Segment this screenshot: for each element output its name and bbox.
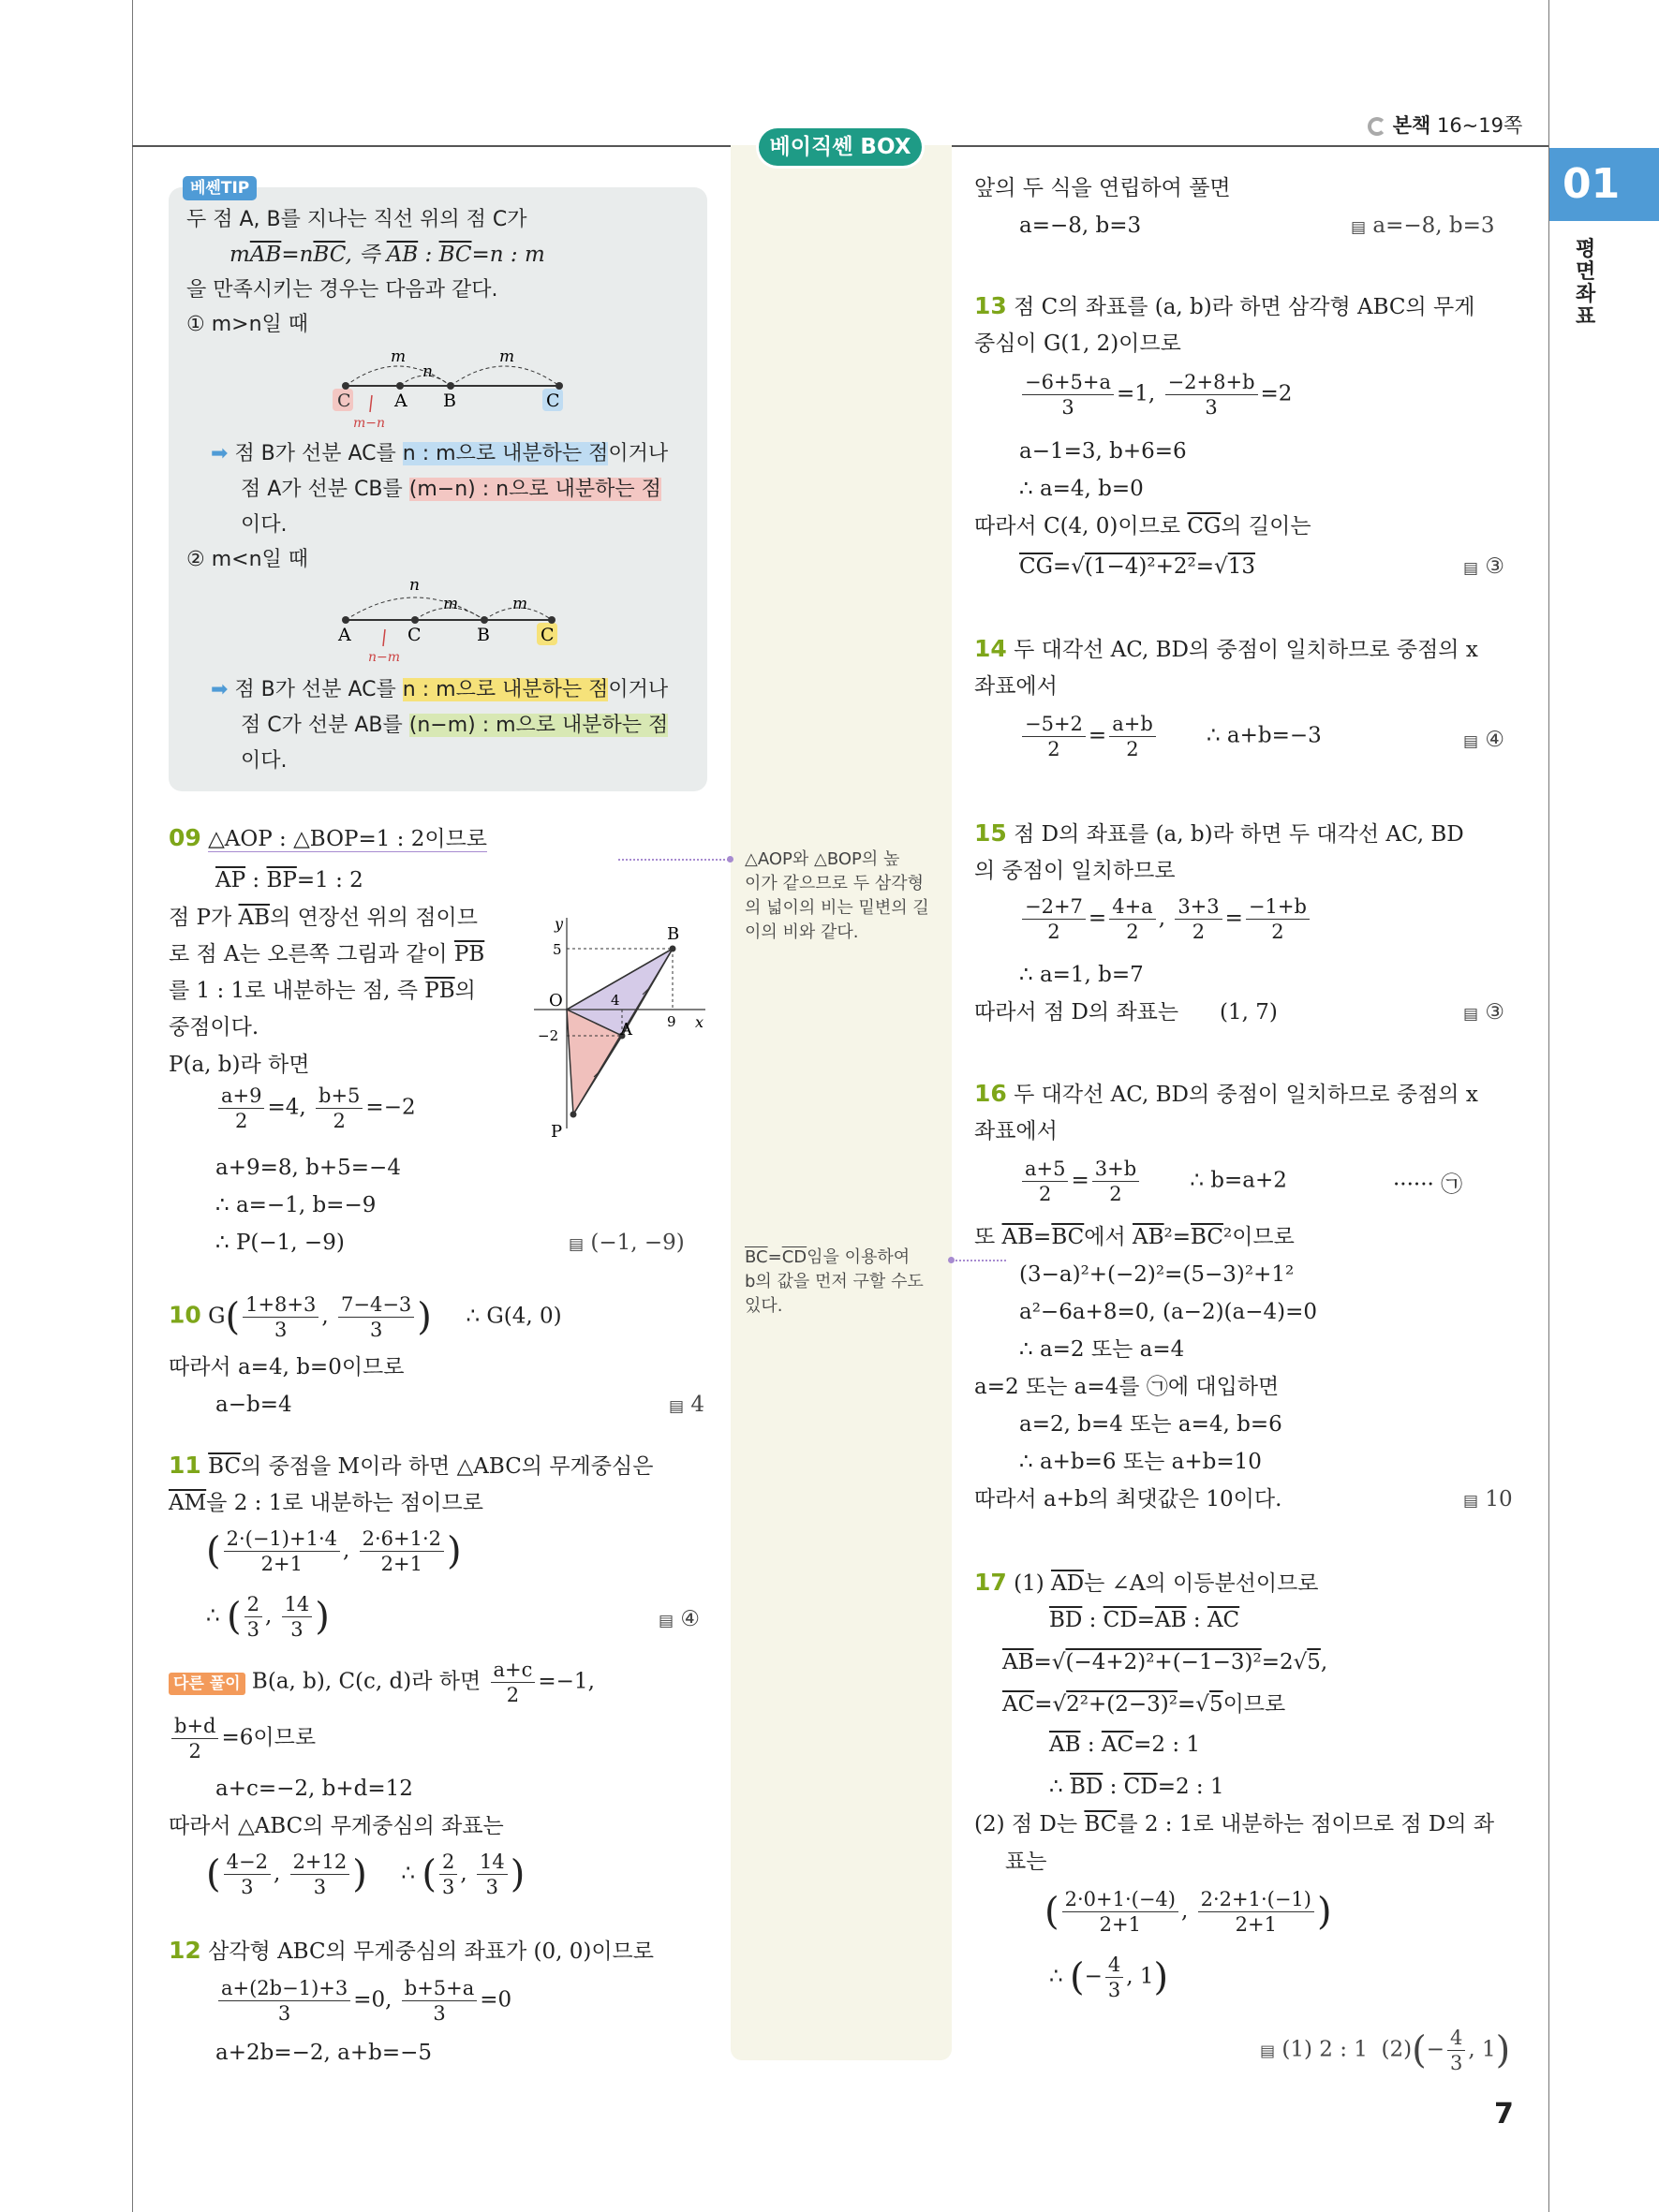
tick-4: 4 <box>611 992 620 1009</box>
eq-line: $\frac{-5+2}{2}$ = $\frac{a+b}{2}$ ∴ a+b=−3 <box>1019 712 1322 768</box>
note-connector-2 <box>952 1260 1006 1261</box>
eq-line: ∴ a=1, b=7 <box>1019 963 1144 987</box>
coordinate-graph <box>525 908 712 1143</box>
eq-line: a+2b=−2, a+b=−5 <box>215 2041 433 2065</box>
page-number: 7 <box>1494 2098 1514 2131</box>
text-line: 좌표에서 <box>974 674 1058 699</box>
eq-line: $\frac{a+9}{2}$ =4, $\frac{b+5}{2}$ =−2 <box>215 1084 416 1140</box>
text-line: 중점이다. <box>169 1015 259 1040</box>
answer: ▤ ③ <box>1463 554 1504 579</box>
eq-line: a−b=4 <box>215 1393 292 1417</box>
answer: ▤ (1) 2 : 1 (2)(− $\frac{4}{3}$ , 1) <box>1260 2027 1511 2074</box>
note-dot-2 <box>948 1257 955 1263</box>
text-line: 따라서 C(4, 0)이므로 $\overline{CG}$의 길이는 <box>974 514 1311 538</box>
point-C: C <box>546 391 560 411</box>
label-m: m <box>391 347 407 366</box>
point-B: B <box>667 924 680 944</box>
label-n: n <box>422 362 433 381</box>
eq-line: ∴ a+b=6 또는 a+b=10 <box>1019 1450 1262 1474</box>
basic-box-column <box>731 145 952 2060</box>
eq-line: $\frac{-2+7}{2}$ = $\frac{4+a}{2}$ , $\frac{3+3}{2}$ = $\frac{-1+b}{2}$ <box>1019 894 1312 951</box>
alt-badge: 다른 풀이 <box>169 1673 245 1695</box>
eq-line: a=−8, b=3 <box>1019 214 1142 238</box>
eq-line: ∴ P(−1, −9) <box>215 1231 345 1255</box>
side-note-2: $\overline{BC}=\overline{CD}$임을 이용하여 b의 값을 먼저 구할 수도 있다. <box>745 1247 924 1316</box>
point-C: C <box>541 625 555 645</box>
problem-13: 13 점 C의 좌표를 (a, b)라 하면 삼각형 ABC의 무게 <box>974 292 1475 319</box>
text-line: 또 $\overline{AB}=\overline{BC}$에서 $\overline{AB}^2=\overline{BC}^2$이므로 <box>974 1225 1295 1249</box>
page-reference: 본책 16~19쪽 <box>1368 111 1522 139</box>
tip-line: 을 만족시키는 경우는 다음과 같다. <box>186 278 498 302</box>
text-line: 좌표에서 <box>974 1119 1058 1143</box>
point-A: A <box>394 391 407 411</box>
problem-15: 15 점 D의 좌표를 (a, b)라 하면 두 대각선 AC, BD <box>974 819 1464 847</box>
problem-09: 09 △AOP : △BOP=1 : 2이므로 <box>169 824 488 851</box>
text-line: a=2 또는 a=4를 ㉠에 대입하면 <box>974 1375 1280 1399</box>
eq-line: ∴ a=4, b=0 <box>1019 477 1144 501</box>
problem-14: 14 두 대각선 AC, BD의 중점이 일치하므로 중점의 x <box>974 635 1478 662</box>
answer-icon: ▤ <box>1463 732 1479 751</box>
text-line: 앞의 두 식을 연립하여 풀면 <box>974 176 1231 200</box>
tip-line: ➡ 점 B가 선분 AC를 n : m으로 내분하는 점이거나 <box>211 678 669 701</box>
eq-line: ∴ $\overline{BD}$ : $\overline{CD}=2$ : 1 <box>1049 1775 1224 1799</box>
side-note-1: △AOP와 △BOP의 높 이가 같으므로 두 삼각형 의 넓이의 비는 밑변의 길 이의 비와 같다. <box>745 849 929 942</box>
answer: ▤ ④ <box>659 1607 700 1631</box>
eq-line: ∴ a=−1, b=−9 <box>215 1193 377 1217</box>
tip-line: $m\overline{AB}=n\overline{BC}$, 즉 $\overline{AB}$ : $\overline{BC}=n$ : m <box>230 243 545 267</box>
eq-line: (3−a)²+(−2)²=(5−3)²+1² <box>1019 1262 1295 1287</box>
tick-5: 5 <box>553 941 562 958</box>
label-m: m <box>443 595 459 613</box>
problem-10: 10 G( $\frac{1+8+3}{3}$ , $\frac{7-4-3}{3}$ ) ∴ G(4, 0) <box>169 1293 562 1341</box>
left-margin-line <box>132 0 133 2212</box>
label-n-minus-m: n−m <box>368 650 401 665</box>
tip-case: ② m<n일 때 <box>186 548 309 571</box>
eq-line: $\frac{-6+5+a}{3}$ =1, $\frac{-2+8+b}{3}$ =2 <box>1019 370 1292 426</box>
axis-y-label: y <box>555 915 564 933</box>
tip-line: 점 A가 선분 CB를 (m−n) : n으로 내분하는 점 <box>241 478 661 501</box>
eq-line: ∴ a=2 또는 a=4 <box>1019 1337 1185 1362</box>
note-connector-1 <box>618 859 729 861</box>
eq-line: $\frac{a+5}{2}$ = $\frac{3+b}{2}$ ∴ b=a+2 <box>1019 1157 1287 1213</box>
answer-icon: ▤ <box>1463 559 1479 578</box>
answer: ▤ ③ <box>1463 1000 1504 1025</box>
eq-line: ( $\frac{2\cdot(-1)+1\cdot 4}{2+1}$ , $\frac{2\cdot 6+1\cdot 2}{2+1}$ ) <box>206 1527 462 1575</box>
text-line: 따라서 점 D의 좌표는 (1, 7) <box>974 1000 1278 1025</box>
box-title: 베이직쎈 BOX <box>759 128 922 166</box>
point-P: P <box>551 1122 563 1142</box>
problem-11: 11 $\overline{BC}$의 중점을 M이라 하면 △ABC의 무게중심은 <box>169 1452 654 1479</box>
text-line: 따라서 a+b의 최댓값은 10이다. <box>974 1487 1282 1512</box>
eq-line: a=2, b=4 또는 a=4, b=6 <box>1019 1412 1282 1437</box>
eq-line: a+c=−2, b+d=12 <box>215 1777 413 1801</box>
answer: ▤ (−1, −9) <box>569 1231 685 1255</box>
answer-icon: ▤ <box>1351 218 1367 237</box>
tip-line: 점 C가 선분 AB를 (n−m) : m으로 내분하는 점 <box>241 714 669 737</box>
text-line: 로 점 A는 오른쪽 그림과 같이 $\overline{PB}$ <box>169 942 485 966</box>
eq-line: $\overline{BD}$ : $\overline{CD}=\overline{AB}$ : $\overline{AC}$ <box>1049 1608 1240 1632</box>
eq-line: ∴ (− $\frac{4}{3}$ , 1) <box>1049 1954 1169 2001</box>
eq-line: $\overline{CG}=√(1-4)^2+2^2=√13$ <box>1019 554 1255 579</box>
tick-neg2: −2 <box>538 1027 559 1044</box>
answer-icon: ▤ <box>1463 1005 1479 1024</box>
axis-x-label: x <box>695 1013 704 1031</box>
problem-17: 17 (1) $\overline{AD}$는 ∠A의 이등분선이므로 <box>974 1569 1319 1596</box>
right-margin-line <box>1548 0 1549 2212</box>
eq-line: $\overline{AC}=√2^2+(2-3)^2=√5$이므로 <box>1002 1692 1286 1717</box>
ref-icon <box>1368 117 1386 136</box>
origin-label: O <box>549 991 563 1010</box>
label-m-minus-n: m−n <box>353 416 386 431</box>
text-line: (2) 점 D는 $\overline{BC}$를 2 : 1로 내분하는 점이므로 점 D의 좌 <box>974 1812 1495 1836</box>
text-line: 의 중점이 일치하므로 <box>974 859 1176 883</box>
eq-line: a+9=8, b+5=−4 <box>215 1156 401 1180</box>
tip-line: ➡ 점 B가 선분 AC를 n : m으로 내분하는 점이거나 <box>211 442 669 465</box>
text-line: $\overline{AM}$을 2 : 1로 내분하는 점이므로 <box>169 1491 483 1515</box>
label-m: m <box>512 595 528 613</box>
answer-icon: ▤ <box>1260 2042 1276 2061</box>
problem-12: 12 삼각형 ABC의 무게중심의 좌표가 (0, 0)이므로 <box>169 1937 654 1964</box>
eq-line: $\frac{a+(2b-1)+3}{3}$ =0, $\frac{b+5+a}{3}$ =0 <box>215 1976 511 2032</box>
text-line: 를 1 : 1로 내분하는 점, 즉 $\overline{PB}$의 <box>169 979 476 1003</box>
equation-marker: ······ ㉠ <box>1393 1172 1463 1197</box>
eq-line: $\frac{b+d}{2}$ =6이므로 <box>169 1714 316 1770</box>
text-line: P(a, b)라 하면 <box>169 1053 310 1077</box>
eq-line: $\overline{AP}$ : $\overline{BP}=1$ : 2 <box>215 868 363 892</box>
answer-icon: ▤ <box>569 1235 585 1254</box>
answer: ▤ ④ <box>1463 728 1504 752</box>
tip-diagram-2 <box>333 571 576 665</box>
tip-badge: 베쎈TIP <box>183 176 257 200</box>
text-line: 점 P가 $\overline{AB}$의 연장선 위의 점이므 <box>169 906 478 930</box>
answer-icon: ▤ <box>1463 1492 1479 1511</box>
label-m: m <box>499 347 515 366</box>
point-A: A <box>338 625 351 645</box>
alt-solution: 다른 풀이 B(a, b), C(c, d)라 하면 $\frac{a+c}{2}$ =−1, <box>169 1658 595 1714</box>
tip-diagram-1 <box>333 337 576 431</box>
eq-line: a²−6a+8=0, (a−2)(a−4)=0 <box>1019 1300 1318 1324</box>
eq-line: ( $\frac{2\cdot 0+1\cdot(-4)}{2+1}$ , $\frac{2\cdot 2+1\cdot(-1)}{2+1}$ ) <box>1044 1888 1332 1936</box>
eq-line: ( $\frac{4-2}{3}$ , $\frac{2+12}{3}$ ) ∴ ( $\frac{2}{3}$ , $\frac{14}{3}$ ) <box>206 1851 526 1898</box>
problem-16: 16 두 대각선 AC, BD의 중점이 일치하므로 중점의 x <box>974 1080 1478 1107</box>
eq-line: $\overline{AB}$ : $\overline{AC}=2$ : 1 <box>1049 1733 1201 1757</box>
tip-case: ① m>n일 때 <box>186 313 309 336</box>
eq-line: ∴ ( $\frac{2}{3}$ , $\frac{14}{3}$ ) <box>206 1593 330 1641</box>
text-line: 따라서 a=4, b=0이므로 <box>169 1355 405 1379</box>
eq-line: a−1=3, b+6=6 <box>1019 439 1187 464</box>
text-line: 중심이 G(1, 2)이므로 <box>974 332 1181 356</box>
text-line: 따라서 △ABC의 무게중심의 좌표는 <box>169 1814 504 1838</box>
tip-line: 이다. <box>241 513 288 537</box>
eq-line: $\overline{AB}=√(-4+2)^2+(-1-3)^2=2√5$, <box>1002 1650 1328 1674</box>
point-C: C <box>407 625 422 645</box>
tip-line: 이다. <box>241 749 288 773</box>
answer-icon: ▤ <box>659 1612 674 1630</box>
answer: ▤ 4 <box>669 1393 705 1417</box>
section-tab: 01 <box>1549 148 1659 221</box>
point-C: C <box>337 391 351 411</box>
note-dot-1 <box>727 856 733 863</box>
section-title: 평 면 좌 표 <box>1576 238 1596 329</box>
label-n: n <box>409 576 420 595</box>
answer: ▤ 10 <box>1463 1487 1513 1512</box>
answer-icon: ▤ <box>669 1397 685 1416</box>
text-line: 표는 <box>1005 1850 1047 1874</box>
point-B: B <box>477 625 490 645</box>
tip-line: 두 점 A, B를 지나는 직선 위의 점 C가 <box>186 208 527 231</box>
answer: ▤ a=−8, b=3 <box>1351 214 1495 238</box>
point-B: B <box>443 391 456 411</box>
tick-9: 9 <box>667 1013 676 1030</box>
point-A: A <box>620 1020 632 1040</box>
